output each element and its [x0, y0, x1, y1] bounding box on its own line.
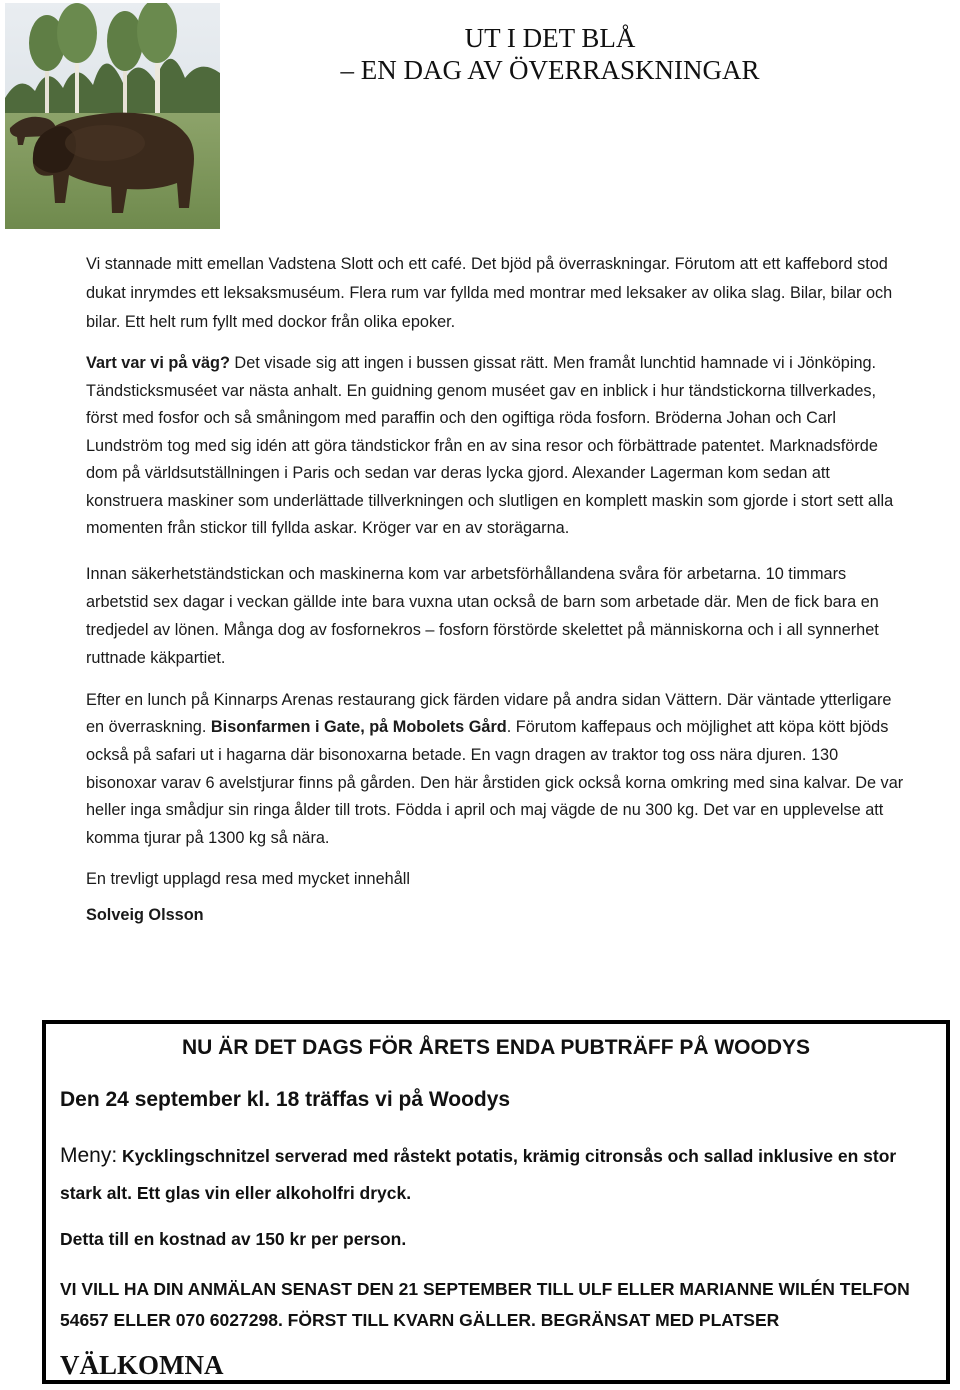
page-title [240, 22, 860, 86]
pub-meeting-notice [42, 1020, 950, 1384]
notice-title: NU ÄR DET DAGS FÖR ÅRETS ENDA PUBTRÄFF PÅ WOODYS [181, 1036, 811, 1059]
bison-photo [5, 3, 220, 229]
notice-welcome: VÄLKOMNA [60, 1350, 224, 1380]
notice-signup: VI VILL HA DIN ANMÄLAN SENAST DEN 21 SEPTEMBER TILL ULF ELLER MARIANNE WILÉN TELFON 54657 ELLER 070 6027298. FÖRST TILL KVARN GÄLLER. BEGRÄNSAT MED PLATSER [60, 1279, 910, 1330]
title-line-1: UT I DET BLÅ [464, 23, 636, 53]
paragraph-bison-farm-text-a: Efter en lunch på Kinnarps Arenas restaurang gick färden vidare på andra sidan Vättern. Där väntade ytterligare en överraskning. [86, 690, 892, 737]
title-line-2: – EN DAG AV ÖVERRASKNINGAR [340, 55, 760, 85]
menu-text: Kycklingschnitzel serverad med råstekt potatis, krämig citronsås och sallad inklusive en stor stark alt. Ett glas vin eller alkoholfri dryck. [60, 1146, 897, 1203]
article-body [86, 250, 906, 925]
bold-bison-farm: Bisonfarmen i Gate, på Mobolets Gård [210, 718, 507, 737]
notice-menu [60, 1137, 930, 1212]
menu-label: Meny: [60, 1144, 118, 1167]
paragraph-working-conditions: Innan säkerhetständstickan och maskinerna kom var arbetsförhållandena svåra för arbetarna. 10 timmars arbetstid sex dagar i veckan gällde inte bara vuxna utan också de barn som arbetade där. Men de fick bara en tredjedel av lönen. Många dog av fosfornekros – fosforn förstörde skelettet på människorna och i all synnerhet ruttnade käkpartiet. [86, 564, 879, 667]
notice-price: Detta till en kostnad av 150 kr per person. [60, 1229, 407, 1249]
paragraph-museum: Vi stannade mitt emellan Vadstena Slott och ett café. Det bjöd på överraskningar. Förutom att ett kaffebord stod dukat inrymdes ett leksaksmuséum. Flera rum var fyllda med montrar med leksaker av olika slag. Bilar, bilar och bilar. Ett helt rum fyllt med dockor från olika epoker. [86, 255, 893, 331]
paragraph-bison-farm [86, 687, 906, 853]
author-name: Solveig Olsson [86, 905, 204, 924]
paragraph-closing: En trevligt upplagd resa med mycket innehåll [86, 869, 410, 888]
paragraph-match-museum-text: Det visade sig att ingen i bussen gissat rätt. Men framåt lunchtid hamnade vi i Jönköping. Tändsticksmuséet var nästa anhalt. En guidning genom muséet gav en inblick i hur tändstickorna tillverkades, först med fosfor och så småningom med paraffin och den ogiftiga röda fosforn. Bröderna Johan och Carl Lundström tog med sig idén att göra tändstickor från en av sina resor och förbättrade patentet. Marknadsförde dom på världsutställningen i Paris och sedan var deras lycka gjord. Alexander Lagerman kom sedan att konstruera maskiner som underlättade tillverkningen och slutligen en komplett maskin som gjorde i stort sett alla momenten från stickor till fyllda askar. Kröger var en av storägarna. [86, 354, 894, 537]
notice-date: Den 24 september kl. 18 träffas vi på Woodys [60, 1088, 511, 1111]
paragraph-bison-farm-text-b: . Förutom kaffepaus och möjlighet att köpa kött bjöds också på safari ut i hagarna där bisonoxarna betade. En vagn dragen av traktor tog oss nära djuren. 130 bisonoxar varav 6 avelstjurar finns på gården. Den här årstiden gick också korna omkring med sina kalvar. De var heller inga smådjur sin ringa ålder till trots. Födda i april och maj vägde de nu 300 kg. Det var en upplevelse att komma tjurar på 1300 kg så nära. [86, 718, 904, 848]
bold-question: Vart var vi på väg? [86, 354, 230, 372]
paragraph-match-museum [86, 350, 906, 543]
